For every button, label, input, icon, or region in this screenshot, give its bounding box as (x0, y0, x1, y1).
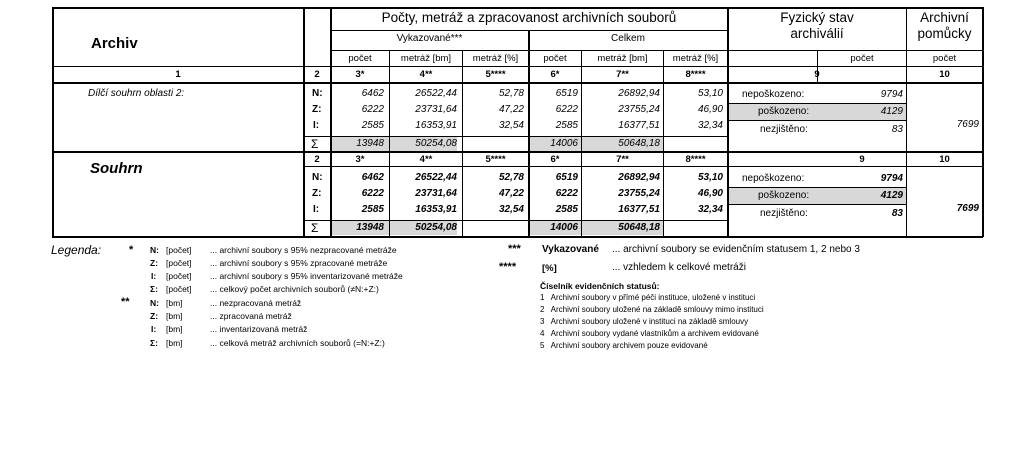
status-3: 3 Archivní soubory uložené v instituci na základě smlouvy (540, 317, 749, 326)
s2-colnum-3: 3* (355, 154, 365, 165)
cell-c5: 47,22 (498, 188, 524, 199)
line-under-subheaders (52, 66, 983, 67)
vline-c8 (727, 7, 729, 237)
s2-colnum-10: 10 (939, 154, 950, 165)
table-right-border (982, 7, 984, 237)
cell-c8: 46,90 (697, 188, 723, 199)
sub-pocet-10: počet (932, 53, 957, 64)
sub-pocet-6: počet (543, 53, 567, 64)
cell-c4: 23731,64 (415, 188, 457, 199)
lg1-text-i: ... archivní soubory s 95% inventarizované metráže (210, 271, 403, 281)
cell-c3: 13948 (356, 222, 384, 233)
colnum-4: 4** (419, 69, 433, 80)
sub-metraz-bm-4: metráž [bm] (400, 53, 452, 64)
cell-c7: 16377,51 (618, 120, 660, 131)
cell-c3: 2585 (361, 204, 384, 215)
colnum-2: 2 (314, 69, 320, 80)
cell-c7: 23755,24 (618, 104, 660, 115)
legend-star4-text: ... vzhledem k celkové metráži (612, 262, 746, 273)
lg2-key-i: I: (151, 324, 157, 334)
s2-colnum-9: 9 (859, 154, 865, 165)
cell-c5: 52,78 (498, 88, 524, 99)
lg2-key-sigma: Σ: (150, 338, 158, 348)
lg1-unit-n: [počet] (166, 245, 192, 255)
lg1-unit-z: [počet] (166, 258, 192, 268)
lg1-unit-i: [počet] (166, 271, 192, 281)
cell-c8: 53,10 (697, 88, 723, 99)
table-left-border (52, 7, 54, 237)
line-under-numbers-1 (52, 82, 983, 84)
cell-c8: 32,34 (697, 204, 723, 215)
lg1-text-n: ... archivní soubory s 95% nezpracované metráže (210, 245, 397, 255)
sub-metraz-pct-5: metráž [%] (472, 53, 519, 64)
cell-c6: 6222 (555, 104, 578, 115)
table-top-border (52, 7, 983, 9)
legend-star3-text: ... archivní soubory se evidenčním statusem 1, 2 nebo 3 (612, 244, 860, 255)
lg2-key-z: Z: (150, 311, 159, 321)
cell-c4: 23731,64 (415, 104, 457, 115)
lg1-key-i: I: (151, 271, 157, 281)
cell-c7: 50648,18 (618, 138, 660, 149)
vline-archiv (303, 7, 305, 237)
cell-c4: 26522,44 (415, 88, 457, 99)
cell-c3: 6462 (361, 172, 384, 183)
row-key: Z: (312, 188, 322, 199)
cell-c4: 26522,44 (415, 172, 457, 183)
header-vykazovane: Vykazované*** (396, 33, 463, 44)
fyz2-poskozeno-value: 4129 (880, 190, 903, 201)
colnum-1: 1 (175, 69, 181, 80)
s2-colnum-2: 2 (314, 154, 320, 165)
cell-c4: 16353,91 (415, 204, 457, 215)
s2-colnum-7: 7** (616, 154, 629, 165)
status-5: 5 Archivní soubory archivem pouze evidované (540, 341, 708, 350)
s2-colnum-8: 8**** (685, 154, 706, 165)
lg1-key-z: Z: (150, 258, 159, 268)
cell-c6: 2585 (555, 204, 578, 215)
lg1-unit-sigma: [počet] (166, 284, 192, 294)
cell-c3: 6462 (361, 88, 384, 99)
colnum-8: 8**** (685, 69, 706, 80)
line-fyz1-a (727, 103, 906, 104)
cell-c3: 6222 (361, 188, 384, 199)
header-group-title: Počty, metráž a zpracovanost archivních souborů (381, 10, 677, 25)
header-fyzicky-line1: Fyzický stav (780, 10, 854, 25)
header-fyzicky-line2: archiválií (790, 26, 844, 41)
table-bottom-border (52, 236, 983, 238)
cell-c5: 52,78 (498, 172, 524, 183)
fyz1-poskozeno-label: poškozeno: (758, 106, 810, 117)
row-key: I: (313, 204, 320, 215)
legend-star2: ** (121, 296, 130, 308)
legend-star4-key: [%] (542, 263, 557, 274)
section-divider (52, 151, 983, 153)
header-archiv: Archiv (91, 35, 138, 52)
pomucky2-value: 7699 (956, 203, 979, 214)
line-under-numbers-2 (303, 166, 983, 167)
legend-star3: *** (508, 243, 521, 255)
cell-c4: 50254,08 (415, 138, 457, 149)
cell-c7: 23755,24 (618, 188, 660, 199)
status-2: 2 Archivní soubory uložené na základě smlouvy mimo instituci (540, 305, 764, 314)
fyz1-neposkozeno-value: 9794 (880, 89, 903, 100)
row-key: N: (312, 172, 323, 183)
s2-colnum-6: 6* (550, 154, 560, 165)
status-1: 1 Archivní soubory v přímé péči instituce, uložené v instituci (540, 293, 756, 302)
cell-c3: 2585 (361, 120, 384, 131)
legend-star1: * (129, 244, 134, 256)
fyz1-nezjisteno-value: 83 (891, 124, 903, 135)
lg1-key-n: N: (150, 245, 159, 255)
cell-c6: 14006 (550, 138, 578, 149)
legend-star3-key: Vykazované (542, 244, 599, 255)
line-fyz1-b (727, 120, 906, 121)
sub-pocet-9: počet (850, 53, 874, 64)
cell-c6: 6519 (555, 88, 578, 99)
sub-metraz-pct-8: metráž [%] (672, 53, 719, 64)
colnum-10: 10 (939, 69, 950, 80)
cell-c6: 2585 (555, 120, 578, 131)
lg2-text-i: ... inventarizovaná metráž (210, 324, 308, 334)
lg1-key-sigma: Σ: (150, 284, 158, 294)
colnum-3: 3* (355, 69, 365, 80)
header-celkem: Celkem (611, 33, 645, 44)
status-4: 4 Archivní soubory vydané vlastníkům a archivem evidované (540, 329, 759, 338)
cell-c7: 26892,94 (618, 172, 660, 183)
fyz2-poskozeno-label: poškozeno: (758, 190, 810, 201)
cell-c5: 32,54 (498, 120, 524, 131)
pomucky1-value: 7699 (956, 119, 979, 130)
row-key: I: (313, 120, 320, 131)
lg2-unit-n: [bm] (166, 298, 183, 308)
cell-c5: 47,22 (498, 104, 524, 115)
cell-c8: 32,34 (697, 120, 723, 131)
s2-colnum-5: 5**** (485, 154, 506, 165)
sub-pocet-3: počet (348, 53, 372, 64)
cell-c4: 16353,91 (415, 120, 457, 131)
lg1-text-z: ... archivní soubory s 95% zpracované metráže (210, 258, 388, 268)
fyz2-nezjisteno-label: nezjištěno: (760, 208, 808, 219)
header-pomucky-line2: pomůcky (917, 26, 972, 41)
colnum-7: 7** (616, 69, 629, 80)
cell-c6: 6519 (555, 172, 578, 183)
line-fyz2-b (727, 204, 906, 205)
cell-c8: 46,90 (697, 104, 723, 115)
fyz1-poskozeno-value: 4129 (880, 106, 903, 117)
line-under-fyz-title (727, 50, 983, 51)
sigma-key: Σ (311, 221, 319, 235)
lg2-unit-z: [bm] (166, 311, 183, 321)
statuses-title: Číselník evidenčních statusů: (540, 281, 660, 291)
lg2-unit-sigma: [bm] (166, 338, 183, 348)
cell-c6: 6222 (555, 188, 578, 199)
colnum-5: 5**** (485, 69, 506, 80)
cell-c7: 16377,51 (618, 204, 660, 215)
section1-label: Dílčí souhrn oblasti 2: (88, 88, 185, 99)
legend-title: Legenda: (51, 243, 102, 257)
header-pomucky-line1: Archivní (920, 10, 969, 25)
lg2-key-n: N: (150, 298, 159, 308)
row-key: N: (312, 88, 323, 99)
fyz2-neposkozeno-label: nepoškozeno: (742, 173, 805, 184)
fyz2-nezjisteno-value: 83 (891, 208, 903, 219)
section2-label: Souhrn (90, 160, 143, 177)
cell-c7: 50648,18 (618, 222, 660, 233)
colnum-9: 9 (814, 69, 820, 80)
cell-c6: 14006 (550, 222, 578, 233)
colnum-6: 6* (550, 69, 560, 80)
legend-star4: **** (499, 261, 517, 273)
fyz1-nezjisteno-label: nezjištěno: (760, 124, 808, 135)
lg1-text-sigma: ... celkový počet archivních souborů (≠N:+Z:) (210, 284, 379, 294)
cell-c4: 50254,08 (415, 222, 457, 233)
s2-colnum-4: 4** (419, 154, 433, 165)
line-fyz2-a (727, 187, 906, 188)
row-key: Z: (312, 104, 322, 115)
fyz2-neposkozeno-value: 9794 (880, 173, 903, 184)
cell-c5: 32,54 (498, 204, 524, 215)
fyz1-neposkozeno-label: nepoškozeno: (742, 89, 805, 100)
cell-c3: 6222 (361, 104, 384, 115)
lg2-unit-i: [bm] (166, 324, 183, 334)
lg2-text-z: ... zpracovaná metráž (210, 311, 292, 321)
cell-c7: 26892,94 (618, 88, 660, 99)
cell-c3: 13948 (356, 138, 384, 149)
lg2-text-n: ... nezpracovaná metráž (210, 298, 302, 308)
sigma-key: Σ (311, 137, 319, 151)
cell-c8: 53,10 (697, 172, 723, 183)
sub-metraz-bm-7: metráž [bm] (597, 53, 648, 64)
lg2-text-sigma: ... celková metráž archivních souborů (=N:+Z:) (210, 338, 385, 348)
